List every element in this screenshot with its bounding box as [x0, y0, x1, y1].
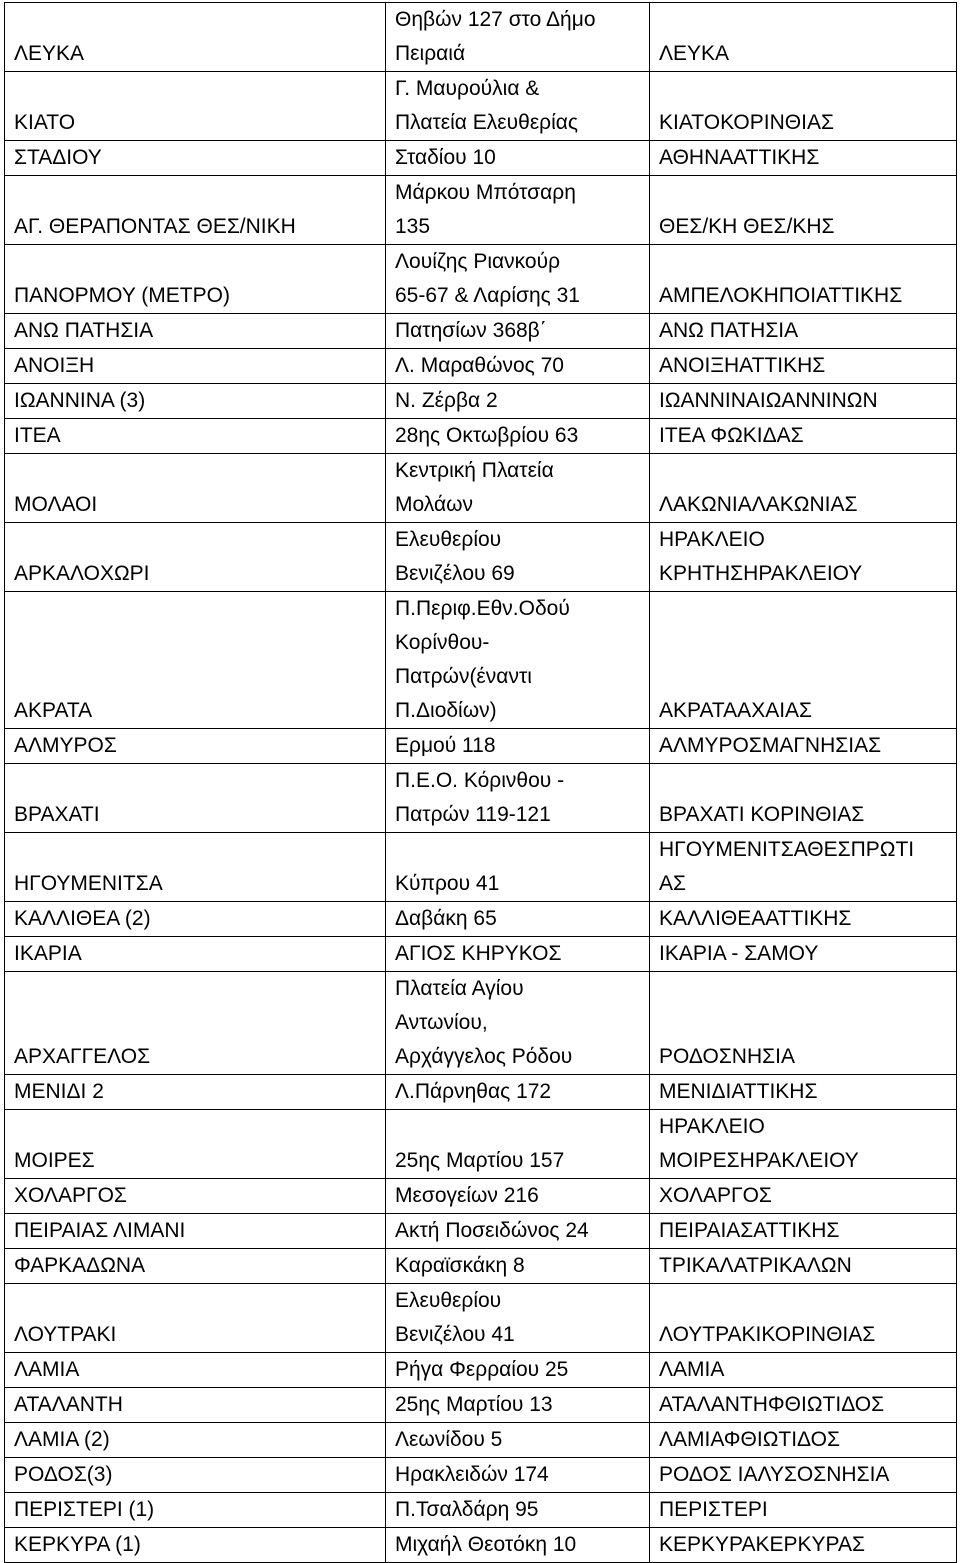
- area-cell: ΑΝΩ ΠΑΤΗΣΙΑ: [5, 314, 386, 349]
- area-cell: ΙΩΑΝΝΙΝΑ (3): [5, 384, 386, 419]
- table-row: [5, 384, 957, 419]
- address-cell: 25ης Μαρτίου 157: [386, 1110, 650, 1179]
- address-cell: Ακτή Ποσειδώνος 24: [386, 1214, 650, 1249]
- table-body: [5, 3, 957, 1563]
- region-cell: ΑΘΗΝΑΑΤΤΙΚΗΣ: [650, 141, 957, 176]
- region-cell: ΠΕΡΙΣΤΕΡΙ: [650, 1493, 957, 1528]
- table-row: [5, 454, 957, 523]
- address-cell: Καραϊσκάκη 8: [386, 1249, 650, 1284]
- table-row: [5, 1493, 957, 1528]
- region-cell: ΠΕΙΡΑΙΑΣΑΤΤΙΚΗΣ: [650, 1214, 957, 1249]
- address-cell: Πατησίων 368β΄: [386, 314, 650, 349]
- area-cell: ΑΡΚΑΛΟΧΩΡΙ: [5, 523, 386, 592]
- table-row: [5, 1388, 957, 1423]
- area-cell: ΚΑΛΛΙΘΕΑ (2): [5, 902, 386, 937]
- area-cell: ΑΡΧΑΓΓΕΛΟΣ: [5, 972, 386, 1075]
- area-cell: ΛΑΜΙΑ (2): [5, 1423, 386, 1458]
- address-cell: Λεωνίδου 5: [386, 1423, 650, 1458]
- area-cell: ΧΟΛΑΡΓΟΣ: [5, 1179, 386, 1214]
- area-cell: ΗΓΟΥΜΕΝΙΤΣΑ: [5, 833, 386, 902]
- region-cell: ΑΚΡΑΤΑΑΧΑΙΑΣ: [650, 592, 957, 729]
- region-cell: ΛΑΜΙΑ: [650, 1353, 957, 1388]
- address-cell: Ρήγα Φερραίου 25: [386, 1353, 650, 1388]
- table-row: [5, 764, 957, 833]
- table-row: [5, 1423, 957, 1458]
- address-cell: Κεντρική Πλατεία Μολάων: [386, 454, 650, 523]
- table-row: [5, 176, 957, 245]
- address-cell: Κύπρου 41: [386, 833, 650, 902]
- region-cell: ΙΤΕΑ ΦΩΚΙΔΑΣ: [650, 419, 957, 454]
- area-cell: ΦΑΡΚΑΔΩΝΑ: [5, 1249, 386, 1284]
- locations-table: [4, 2, 957, 1563]
- address-cell: Π.Περιφ.Εθν.Οδού Κορίνθου- Πατρών(έναντι Π.Διοδίων): [386, 592, 650, 729]
- table-row: [5, 972, 957, 1075]
- area-cell: ΑΛΜΥΡΟΣ: [5, 729, 386, 764]
- table-row: [5, 1110, 957, 1179]
- region-cell: ΙΩΑΝΝΙΝΑΙΩΑΝΝΙΝΩΝ: [650, 384, 957, 419]
- table-row: [5, 937, 957, 972]
- address-cell: Π.Ε.Ο. Κόρινθου - Πατρών 119-121: [386, 764, 650, 833]
- region-cell: ΛΑΚΩΝΙΑΛΑΚΩΝΙΑΣ: [650, 454, 957, 523]
- region-cell: ΑΤΑΛΑΝΤΗΦΘΙΩΤΙΔΟΣ: [650, 1388, 957, 1423]
- region-cell: ΑΝΩ ΠΑΤΗΣΙΑ: [650, 314, 957, 349]
- table-row: [5, 1353, 957, 1388]
- region-cell: ΚΑΛΛΙΘΕΑΑΤΤΙΚΗΣ: [650, 902, 957, 937]
- address-cell: Λ.Πάρνηθας 172: [386, 1075, 650, 1110]
- address-cell: Λουίζης Ριανκούρ 65-67 & Λαρίσης 31: [386, 245, 650, 314]
- table-row: [5, 1528, 957, 1563]
- area-cell: ΛΟΥΤΡΑΚΙ: [5, 1284, 386, 1353]
- table-row: [5, 523, 957, 592]
- table-row: [5, 1179, 957, 1214]
- table-row: [5, 833, 957, 902]
- table-row: [5, 72, 957, 141]
- region-cell: ΙΚΑΡΙΑ - ΣΑΜΟΥ: [650, 937, 957, 972]
- region-cell: ΜΕΝΙΔΙΑΤΤΙΚΗΣ: [650, 1075, 957, 1110]
- region-cell: ΡΟΔΟΣΝΗΣΙΑ: [650, 972, 957, 1075]
- address-cell: Μιχαήλ Θεοτόκη 10: [386, 1528, 650, 1563]
- region-cell: ΛΑΜΙΑΦΘΙΩΤΙΔΟΣ: [650, 1423, 957, 1458]
- area-cell: ΑΚΡΑΤΑ: [5, 592, 386, 729]
- area-cell: ΛΕΥΚΑ: [5, 3, 386, 72]
- table-row: [5, 1458, 957, 1493]
- region-cell: ΚΕΡΚΥΡΑΚΕΡΚΥΡΑΣ: [650, 1528, 957, 1563]
- address-cell: Μάρκου Μπότσαρη 135: [386, 176, 650, 245]
- table-row: [5, 141, 957, 176]
- address-cell: Π.Τσαλδάρη 95: [386, 1493, 650, 1528]
- area-cell: ΚΕΡΚΥΡΑ (1): [5, 1528, 386, 1563]
- table-row: [5, 245, 957, 314]
- address-cell: Ηρακλειδών 174: [386, 1458, 650, 1493]
- region-cell: ΗΓΟΥΜΕΝΙΤΣΑΘΕΣΠΡΩΤΙ ΑΣ: [650, 833, 957, 902]
- region-cell: ΚΙΑΤΟΚΟΡΙΝΘΙΑΣ: [650, 72, 957, 141]
- area-cell: ΙΤΕΑ: [5, 419, 386, 454]
- area-cell: ΡΟΔΟΣ(3): [5, 1458, 386, 1493]
- region-cell: ΗΡΑΚΛΕΙΟ ΚΡΗΤΗΣΗΡΑΚΛΕΙΟΥ: [650, 523, 957, 592]
- table-row: [5, 592, 957, 729]
- table-row: [5, 3, 957, 72]
- region-cell: ΛΕΥΚΑ: [650, 3, 957, 72]
- region-cell: ΤΡΙΚΑΛΑΤΡΙΚΑΛΩΝ: [650, 1249, 957, 1284]
- region-cell: ΑΝΟΙΞΗΑΤΤΙΚΗΣ: [650, 349, 957, 384]
- area-cell: ΜΟΛΑΟΙ: [5, 454, 386, 523]
- address-cell: Μεσογείων 216: [386, 1179, 650, 1214]
- area-cell: ΚΙΑΤΟ: [5, 72, 386, 141]
- region-cell: ΡΟΔΟΣ ΙΑΛΥΣΟΣΝΗΣΙΑ: [650, 1458, 957, 1493]
- table-row: [5, 349, 957, 384]
- address-cell: Ελευθερίου Βενιζέλου 69: [386, 523, 650, 592]
- address-cell: ΑΓΙΟΣ ΚΗΡΥΚΟΣ: [386, 937, 650, 972]
- address-cell: 28ης Οκτωβρίου 63: [386, 419, 650, 454]
- address-cell: Θηβών 127 στο Δήμο Πειραιά: [386, 3, 650, 72]
- area-cell: ΠΕΡΙΣΤΕΡΙ (1): [5, 1493, 386, 1528]
- area-cell: ΒΡΑΧΑΤΙ: [5, 764, 386, 833]
- region-cell: ΗΡΑΚΛΕΙΟ ΜΟΙΡΕΣΗΡΑΚΛΕΙΟΥ: [650, 1110, 957, 1179]
- area-cell: ΑΤΑΛΑΝΤΗ: [5, 1388, 386, 1423]
- address-cell: Πλατεία Αγίου Αντωνίου, Αρχάγγελος Ρόδου: [386, 972, 650, 1075]
- address-cell: Δαβάκη 65: [386, 902, 650, 937]
- region-cell: ΛΟΥΤΡΑΚΙΚΟΡΙΝΘΙΑΣ: [650, 1284, 957, 1353]
- address-cell: 25ης Μαρτίου 13: [386, 1388, 650, 1423]
- table-row: [5, 419, 957, 454]
- address-cell: Ν. Ζέρβα 2: [386, 384, 650, 419]
- address-cell: Ελευθερίου Βενιζέλου 41: [386, 1284, 650, 1353]
- table-row: [5, 1284, 957, 1353]
- table-row: [5, 1214, 957, 1249]
- table-row: [5, 1075, 957, 1110]
- region-cell: ΧΟΛΑΡΓΟΣ: [650, 1179, 957, 1214]
- table-row: [5, 902, 957, 937]
- region-cell: ΑΜΠΕΛΟΚΗΠΟΙΑΤΤΙΚΗΣ: [650, 245, 957, 314]
- region-cell: ΘΕΣ/ΚΗ ΘΕΣ/ΚΗΣ: [650, 176, 957, 245]
- address-cell: Γ. Μαυρούλια & Πλατεία Ελευθερίας: [386, 72, 650, 141]
- table-row: [5, 1249, 957, 1284]
- table-row: [5, 729, 957, 764]
- region-cell: ΒΡΑΧΑΤΙ ΚΟΡΙΝΘΙΑΣ: [650, 764, 957, 833]
- area-cell: ΙΚΑΡΙΑ: [5, 937, 386, 972]
- address-cell: Λ. Μαραθώνος 70: [386, 349, 650, 384]
- address-cell: Ερμού 118: [386, 729, 650, 764]
- area-cell: ΜΕΝΙΔΙ 2: [5, 1075, 386, 1110]
- region-cell: ΑΛΜΥΡΟΣΜΑΓΝΗΣΙΑΣ: [650, 729, 957, 764]
- area-cell: ΛΑΜΙΑ: [5, 1353, 386, 1388]
- address-cell: Σταδίου 10: [386, 141, 650, 176]
- area-cell: ΜΟΙΡΕΣ: [5, 1110, 386, 1179]
- area-cell: ΣΤΑΔΙΟΥ: [5, 141, 386, 176]
- area-cell: ΑΝΟΙΞΗ: [5, 349, 386, 384]
- area-cell: ΑΓ. ΘΕΡΑΠΟΝΤΑΣ ΘΕΣ/ΝΙΚΗ: [5, 176, 386, 245]
- area-cell: ΠΕΙΡΑΙΑΣ ΛΙΜΑΝΙ: [5, 1214, 386, 1249]
- area-cell: ΠΑΝΟΡΜΟΥ (ΜΕΤΡΟ): [5, 245, 386, 314]
- table-row: [5, 314, 957, 349]
